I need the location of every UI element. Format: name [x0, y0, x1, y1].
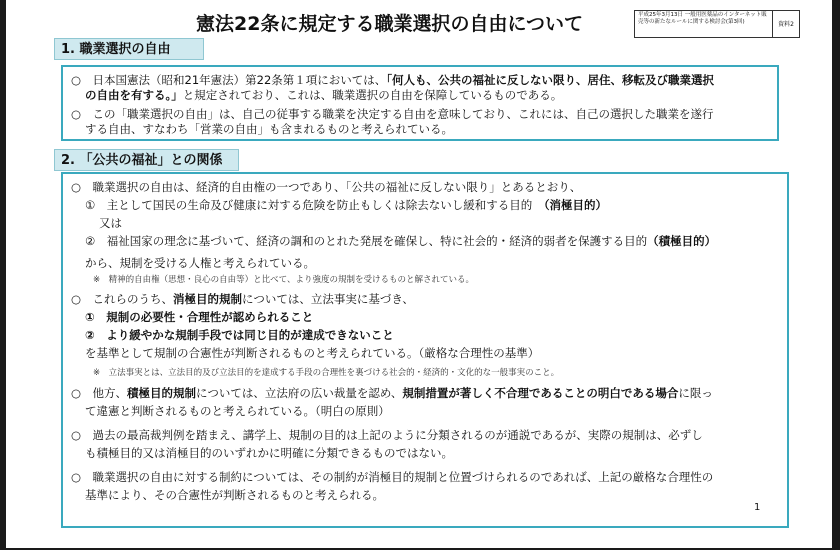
section2-heading: 2. 「公共の福祉」との関係	[54, 149, 239, 171]
meta-box	[634, 10, 800, 38]
meta-info: 平成25年3月13日 一般用医薬品のインターネット販売等の新たなルールに関する検討会(第3回)	[635, 11, 773, 37]
document-page	[6, 0, 832, 548]
s2-line2: ① 主として国民の生命及び健康に対する危険を防止もしくは除去ないし緩和する目的 （消極目的）	[85, 198, 608, 212]
s2-line4: ② 福祉国家の理念に基づいて、経済の調和のとれた発展を確保し、特に社会的・経済的弱者を保護する目的（積極目的）	[85, 234, 717, 248]
s2-line3: 又は	[99, 216, 122, 230]
s2-line10: ○ 他方、積極目的規制については、立法府の広い裁量を認め、規制措置が著しく不合理であることの明白である場合に限っ	[71, 386, 713, 400]
s2-line8: ② より緩やかな規制手段では同じ目的が達成できないこと	[85, 328, 394, 342]
page-number: 1	[754, 502, 761, 513]
section1-box	[61, 65, 779, 141]
s2-line1: ○ 職業選択の自由は、経済的自由権の一つであり、「公共の福祉に反しない限り」とあるとおり、	[71, 180, 582, 194]
s2-note1: ※ 精神的自由権（思想・良心の自由等）と比べて、より強度の規制を受けるものと解されている。	[93, 275, 474, 285]
section1-heading: 1. 職業選択の自由	[54, 38, 204, 60]
document-label: 資料2	[778, 20, 794, 28]
s2-line6: ○ これらのうち、消極目的規制については、立法事実に基づき、	[71, 292, 414, 306]
s2-line13: も積極目的又は消極目的のいずれかに明確に分類できるものではない。	[85, 446, 453, 460]
s1-line2: の自由を有する。」と規定されており、これは、職業選択の自由を保障しているものである。	[85, 88, 563, 102]
s1-line1: ○ 日本国憲法（昭和21年憲法）第22条第１項においては、「何人も、公共の福祉に反しない限り、居住、移転及び職業選択	[71, 73, 715, 87]
s2-line9: を基準として規制の合憲性が判断されるものと考えられている。（厳格な合理性の基準）	[85, 346, 540, 360]
s1-line3: ○ この「職業選択の自由」は、自己の従事する職業を決定する自由を意味しており、これには、自己の選択した職業を遂行	[71, 107, 714, 121]
s2-line11: て違憲と判断されるものと考えられている。（明白の原則）	[85, 404, 390, 418]
s2-line12: ○ 過去の最高裁判例を踏まえ、講学上、規制の目的は上記のように分類されるのが通説であるが、実際の規制は、必ずし	[71, 428, 703, 442]
s2-note2: ※ 立法事実とは、立法目的及び立法目的を達成する手段の合理性を裏づける社会的・経済的・文化的な一般事実のこと。	[93, 368, 560, 378]
s1-line4: する自由、すなわち「営業の自由」も含まれるものと考えられている。	[85, 122, 453, 136]
page-title: 憲法22条に規定する職業選択の自由について	[196, 13, 584, 35]
s2-line7: ① 規制の必要性・合理性が認められること	[85, 310, 314, 324]
s2-line5: から、規制を受ける人権と考えられている。	[85, 256, 315, 270]
section2-box	[61, 172, 789, 528]
s2-line14: ○ 職業選択の自由に対する制約については、その制約が消極目的規制と位置づけられるのであれば、上記の厳格な合理性の	[71, 470, 714, 484]
s2-line15: 基準により、その合憲性が判断されるものと考えられる。	[85, 488, 384, 502]
